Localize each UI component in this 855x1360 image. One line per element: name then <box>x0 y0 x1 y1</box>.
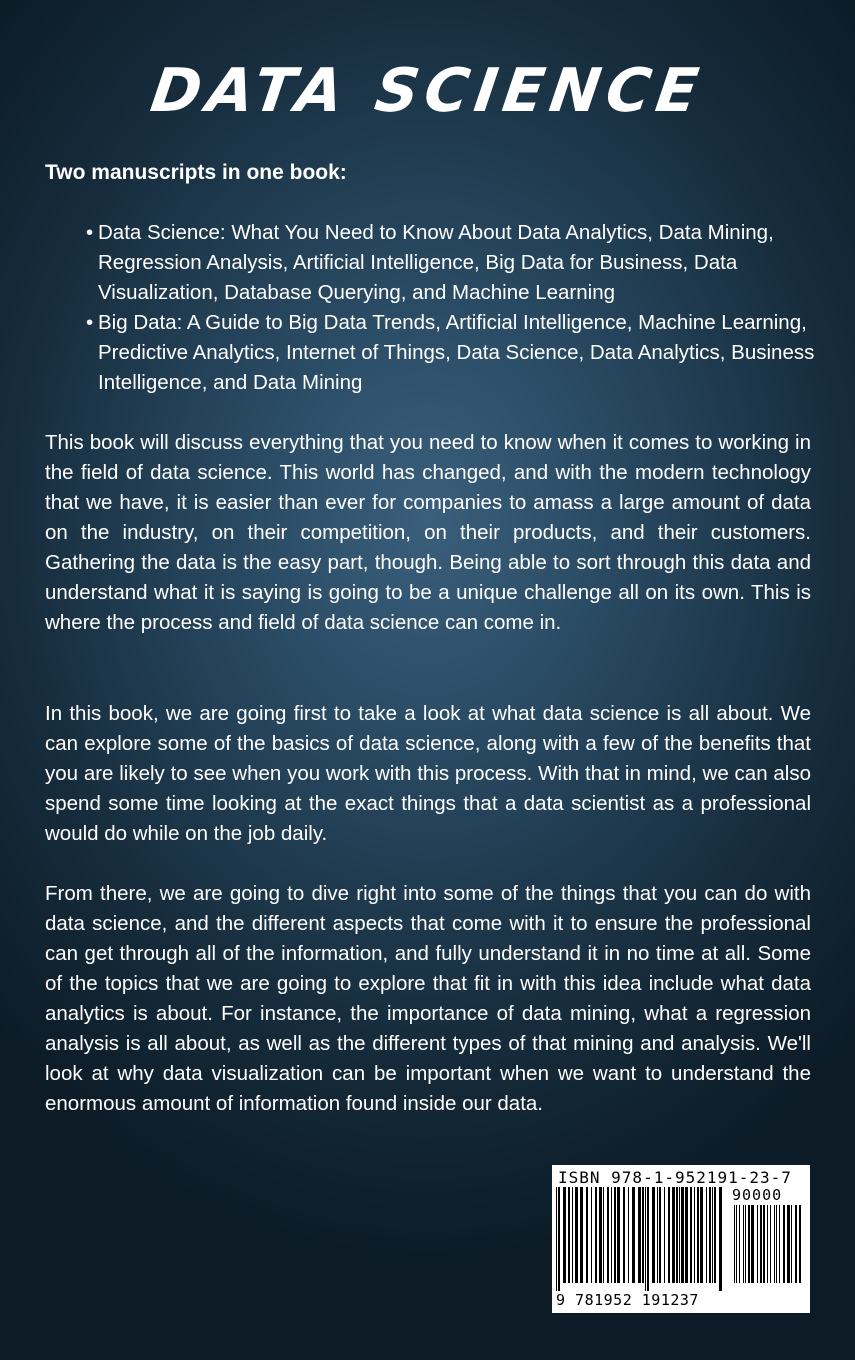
barcode-bar <box>694 1187 695 1283</box>
barcode-bar <box>607 1187 609 1283</box>
barcode-bar <box>712 1187 713 1283</box>
manuscript-item-text: Data Science: What You Need to Know About Data Analytics, Data Mining, Regression Analysis, Artificial Intelligence, Big Data for Business, Data Visualization, Database Querying, and Machine Learning <box>98 221 774 304</box>
barcode-bar <box>556 1187 557 1291</box>
barcode-bar <box>743 1205 744 1283</box>
barcode-bar <box>690 1187 692 1283</box>
barcode-bar <box>736 1205 737 1283</box>
barcode-bar <box>760 1205 762 1283</box>
barcode-bar <box>681 1187 684 1283</box>
barcode-bar <box>679 1187 680 1283</box>
barcode-bar <box>642 1187 644 1283</box>
barcode-bar <box>595 1187 597 1283</box>
isbn-barcode <box>552 1165 810 1313</box>
barcode-bar <box>697 1187 699 1283</box>
barcode-bar <box>591 1187 592 1283</box>
barcode-bar <box>657 1187 658 1283</box>
barcode-bar <box>563 1187 566 1283</box>
barcode-bar <box>719 1187 722 1291</box>
barcode-bar <box>745 1205 746 1283</box>
manuscripts-intro: Two manuscripts in one book: <box>45 161 347 184</box>
manuscript-item-big-data <box>86 308 831 398</box>
barcode-bars <box>556 1187 724 1291</box>
description-paragraph: In this book, we are going first to take a look at what data science is all about. We can explore some of the basics of data science, along with a few of the benefits that you are likely to see when you work with this process. With that in mind, we can also spend some time looking at the exact things that a data scientist as a professional would do while on the job daily. <box>45 702 811 845</box>
barcode-bar <box>767 1205 768 1283</box>
barcode-bar <box>647 1187 649 1291</box>
barcode-bar <box>799 1205 801 1283</box>
bullet-icon: • <box>86 311 94 334</box>
barcode-bar <box>664 1187 665 1283</box>
barcode-bar <box>783 1205 785 1283</box>
barcode-bar <box>572 1187 573 1283</box>
barcode-bar <box>623 1187 625 1283</box>
barcode-bar <box>672 1187 675 1283</box>
barcode-bar <box>739 1205 740 1283</box>
barcode-bar <box>575 1187 578 1283</box>
description-paragraph: This book will discuss everything that you need to know when it comes to working in the field of data science. This world has changed, and with the modern technology that we have, it is easier than ever for companies to amass a large amount of data on the industry, on their competition, on their products, and their customers. Gathering the data is the easy part, though. Being able to sort through this data and understand what it is saying is going to be a unique challenge all on its own. This is where the process and field of data science can come in. <box>45 431 811 634</box>
barcode-bar <box>652 1187 655 1283</box>
barcode-bar <box>638 1187 641 1283</box>
barcode-bar <box>685 1187 688 1283</box>
barcode-bar <box>795 1205 797 1283</box>
barcode-bar <box>558 1187 560 1291</box>
barcode-bar <box>774 1205 775 1283</box>
barcode-bar <box>714 1187 716 1283</box>
barcode-bar <box>734 1205 735 1283</box>
manuscript-list <box>86 218 831 398</box>
barcode-bar <box>791 1205 792 1283</box>
barcode-bar <box>776 1205 777 1283</box>
price-code: 90000 <box>732 1186 783 1204</box>
barcode-bar <box>617 1187 620 1283</box>
barcode-bar <box>787 1205 790 1283</box>
barcode-bar <box>779 1205 780 1283</box>
barcode-bar <box>709 1187 711 1283</box>
barcode-bar <box>748 1205 750 1283</box>
barcode-bar <box>645 1187 646 1291</box>
barcode-bar <box>586 1187 588 1283</box>
barcode-bar <box>676 1187 678 1283</box>
bullet-icon: • <box>86 221 94 244</box>
barcode-bar <box>603 1187 604 1283</box>
barcode-bar <box>700 1187 703 1283</box>
barcode-bar <box>611 1187 612 1283</box>
barcode-bar <box>770 1205 771 1283</box>
ean-digits: 9 781952 191237 <box>556 1291 699 1309</box>
barcode-bar <box>628 1187 629 1283</box>
barcode-addon-bars <box>734 1205 802 1291</box>
barcode-bar <box>763 1205 765 1283</box>
barcode-bar <box>614 1187 616 1283</box>
barcode-bar <box>751 1205 754 1283</box>
barcode-bar <box>568 1187 570 1283</box>
barcode-bar <box>668 1187 670 1283</box>
description-paragraph: From there, we are going to dive right into some of the things that you can do with data science, and the different aspects that come with it to ensure the professional can get through all of the information, and fully understand it in no time at all. Some of the topics that we are going to explore that fit in with this idea include what data analytics is about. For instance, the importance of data mining, what a regression analysis is all about, as well as the different types of that mining and analysis. We'll look at why data visualization can be important when we want to understand the enormous amount of information found inside our data. <box>45 882 811 1115</box>
barcode-bar <box>706 1187 707 1283</box>
manuscript-item-text: Big Data: A Guide to Big Data Trends, Artificial Intelligence, Machine Learning, Predictive Analytics, Internet of Things, Data Science, Data Analytics, Business Intelligence, and Data Mining <box>98 311 815 394</box>
manuscript-item-data-science <box>86 218 831 308</box>
barcode-bar <box>599 1187 602 1283</box>
barcode-bar <box>659 1187 661 1283</box>
barcode-bar <box>580 1187 583 1283</box>
cover-title: DATA SCIENCE <box>146 56 709 126</box>
isbn-number: ISBN 978-1-952191-23-7 <box>558 1168 792 1187</box>
barcode-bar <box>757 1205 758 1283</box>
barcode-bar <box>632 1187 635 1283</box>
